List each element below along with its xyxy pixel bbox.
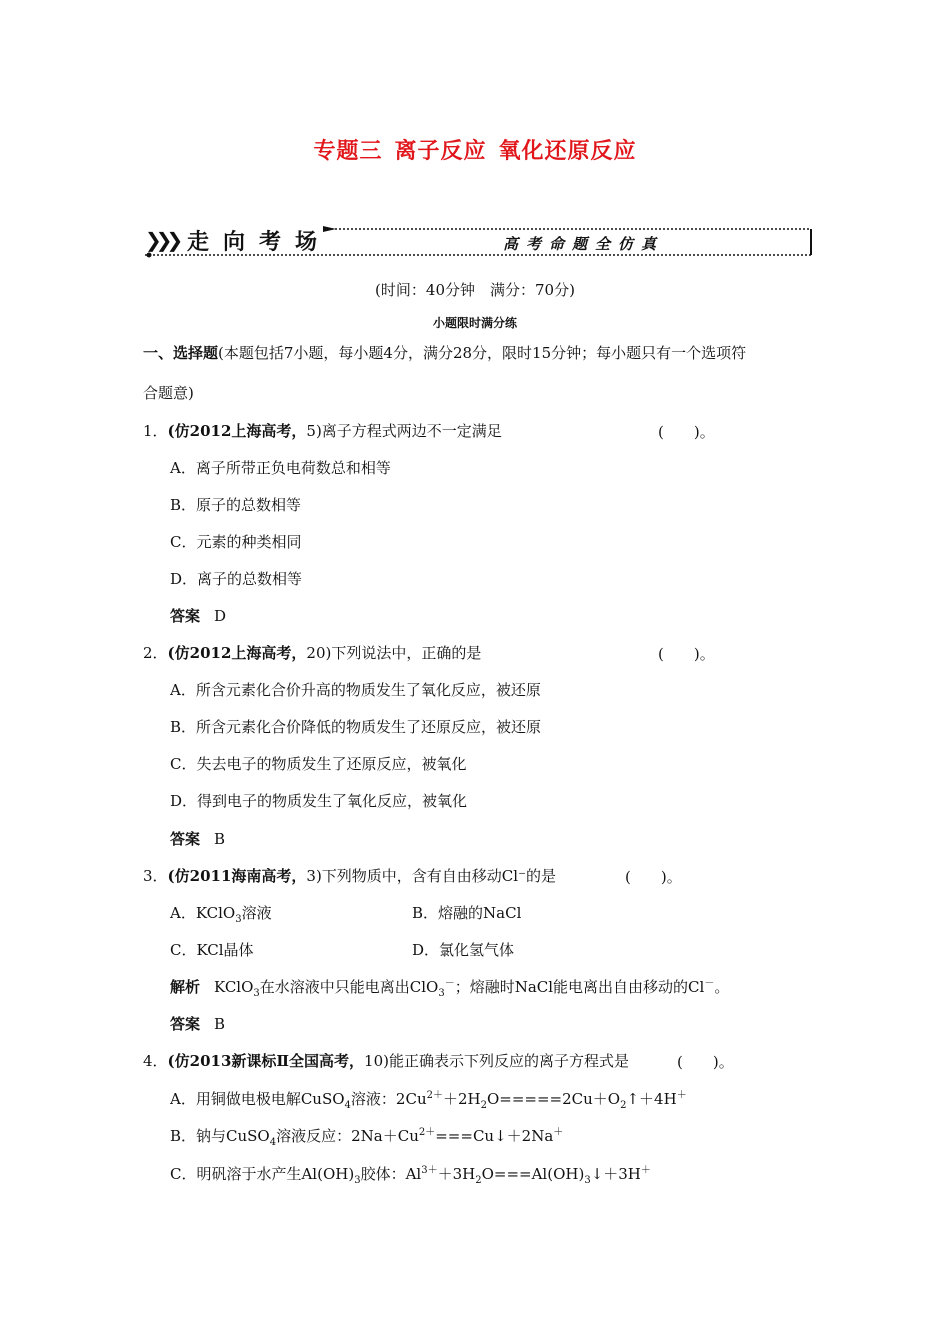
q3-text: 3)下列物质中，含有自由移动Cl⁻的是 — [306, 867, 556, 885]
q1-blank: ( )。 — [658, 423, 715, 441]
q4-text: 10)能正确表示下列反应的离子方程式是 — [364, 1052, 629, 1070]
q1-option-d: D．离子的总数相等 — [170, 570, 303, 588]
q3-a-subscript: 3 — [235, 914, 242, 925]
q4-b-text-3: ===Cu↓＋2Na — [435, 1127, 554, 1145]
banner-heading: 走向考场 — [187, 230, 332, 255]
q3-a-text-1: A．KClO — [170, 904, 236, 922]
q2-blank: ( )。 — [658, 645, 715, 663]
q4-option-a — [170, 1089, 687, 1109]
q1-answer-value: D — [214, 607, 227, 625]
q2-option-c: C．失去电子的物质发生了还原反应，被氧化 — [170, 755, 467, 773]
q4-a-text-1: A．用铜做电极电解CuSO — [170, 1090, 345, 1108]
q2-text: 20)下列说法中，正确的是 — [306, 644, 482, 662]
q4-c-text-2: 胶体：Al — [360, 1165, 422, 1183]
q4-b-sub-1: 4 — [269, 1137, 277, 1148]
q4-c-sub-1: 3 — [354, 1175, 361, 1186]
q4-option-b — [170, 1126, 563, 1146]
chevrons-icon: ❯❯❯ — [145, 228, 178, 252]
q2-answer — [170, 829, 225, 849]
q2-option-d: D．得到电子的物质发生了氧化反应，被氧化 — [170, 792, 468, 810]
q4-c-sub-3: 2 — [475, 1175, 482, 1186]
q2-number: 2． — [143, 644, 168, 662]
q3-analysis-sub-1: 3 — [253, 988, 260, 999]
q3-answer-value: B — [214, 1015, 226, 1033]
question-3-stem — [143, 866, 556, 886]
q1-text: 5)离子方程式两边不一定满足 — [306, 422, 502, 440]
q2-answer-label: 答案 — [170, 830, 201, 848]
q4-c-text-1: C．明矾溶于水产生Al(OH) — [170, 1165, 355, 1183]
q1-option-c: C．元素的种类相同 — [170, 533, 302, 551]
section-heading: 一、选择题 — [143, 344, 219, 362]
banner-subtitle: 高考命题全仿真 — [503, 235, 665, 253]
q4-a-sub-4: 2 — [620, 1100, 627, 1111]
q4-a-sup-2: 2＋ — [426, 1090, 443, 1101]
q3-analysis-text-3: ；熔融时NaCl能电离出自由移动的Cl — [454, 978, 705, 996]
q4-blank: ( )。 — [677, 1053, 734, 1071]
q4-b-text-2: 溶液反应：2Na＋Cu — [276, 1127, 419, 1145]
q4-a-sub-1: 4 — [344, 1100, 351, 1111]
q4-c-sub-4: 3 — [584, 1175, 591, 1186]
section-subtitle: 小题限时满分练 — [432, 316, 517, 330]
q3-analysis-sup-3: － — [704, 978, 715, 989]
q4-c-text-4: O===Al(OH) — [481, 1165, 585, 1183]
q4-c-text-3: ＋3H — [437, 1165, 476, 1183]
q3-analysis — [170, 977, 729, 997]
q4-number: 4． — [143, 1052, 168, 1070]
exam-meta: (时间：40分钟 满分：70分) — [375, 281, 575, 299]
q2-source: (仿2012上海高考， — [167, 644, 307, 662]
q3-analysis-text-1: KClO — [214, 978, 254, 996]
q4-b-sup-2: 2＋ — [418, 1127, 436, 1138]
q1-number: 1． — [143, 422, 168, 440]
q4-a-text-2: 溶液：2Cu — [350, 1090, 427, 1108]
q4-a-sup-5: ＋ — [676, 1090, 687, 1101]
title-part-3: 氧化还原反应 — [498, 139, 637, 164]
q3-source: (仿2011海南高考， — [167, 867, 307, 885]
q4-c-sup-5: ＋ — [640, 1165, 651, 1176]
q4-a-text-5: ↑＋4H — [626, 1090, 677, 1108]
question-4-stem — [143, 1051, 629, 1071]
q3-option-a — [170, 903, 272, 923]
q3-analysis-text-2: 在水溶液中只能电离出ClO — [259, 978, 439, 996]
title-part-1: 专题三 — [313, 139, 383, 164]
q4-a-text-4: O=====2Cu＋O — [486, 1090, 621, 1108]
q3-answer-label: 答案 — [170, 1015, 201, 1033]
q4-c-sup-2: 3＋ — [421, 1165, 438, 1176]
page-title — [0, 134, 950, 165]
q2-answer-value: B — [214, 830, 226, 848]
question-1-stem — [143, 421, 502, 441]
q4-a-text-3: ＋2H — [442, 1090, 481, 1108]
q4-source: (仿2013新课标Ⅱ全国高考， — [167, 1052, 365, 1070]
q3-blank: ( )。 — [625, 868, 682, 886]
section-intro — [143, 343, 746, 363]
q4-option-c — [170, 1164, 651, 1184]
q3-analysis-label: 解析 — [170, 978, 201, 996]
q3-answer — [170, 1014, 225, 1034]
q3-option-b: B．熔融的NaCl — [412, 904, 522, 922]
title-part-2: 离子反应 — [394, 139, 487, 164]
q1-option-b: B．原子的总数相等 — [170, 496, 302, 514]
q3-analysis-sup-2: － — [444, 978, 455, 989]
q2-option-b: B．所含元素化合价降低的物质发生了还原反应，被还原 — [170, 718, 542, 736]
q4-a-sub-3: 2 — [480, 1100, 487, 1111]
q3-a-text-2: 溶液 — [241, 904, 272, 922]
q3-number: 3． — [143, 867, 168, 885]
q1-option-a: A．离子所带正负电荷数总和相等 — [170, 459, 391, 477]
q3-analysis-text-4: 。 — [714, 978, 730, 996]
section-desc-1: (本题包括7小题，每小题4分，满分28分，限时15分钟；每小题只有一个选项符 — [218, 344, 747, 362]
q2-option-a: A．所含元素化合价升高的物质发生了氧化反应，被还原 — [170, 681, 541, 699]
section-banner — [143, 222, 813, 260]
q1-source: (仿2012上海高考， — [167, 422, 307, 440]
q4-b-sup-3: ＋ — [553, 1127, 564, 1138]
q1-answer — [170, 606, 226, 626]
q3-option-c: C．KCl晶体 — [170, 941, 254, 959]
q3-option-d: D．氯化氢气体 — [412, 941, 515, 959]
section-desc-2: 合题意) — [143, 384, 194, 402]
q4-b-text-1: B．钠与CuSO — [170, 1127, 270, 1145]
q4-c-text-5: ↓＋3H — [590, 1165, 641, 1183]
question-2-stem — [143, 643, 481, 663]
q3-analysis-sub-2: 3 — [438, 988, 445, 999]
q1-answer-label: 答案 — [170, 607, 201, 625]
